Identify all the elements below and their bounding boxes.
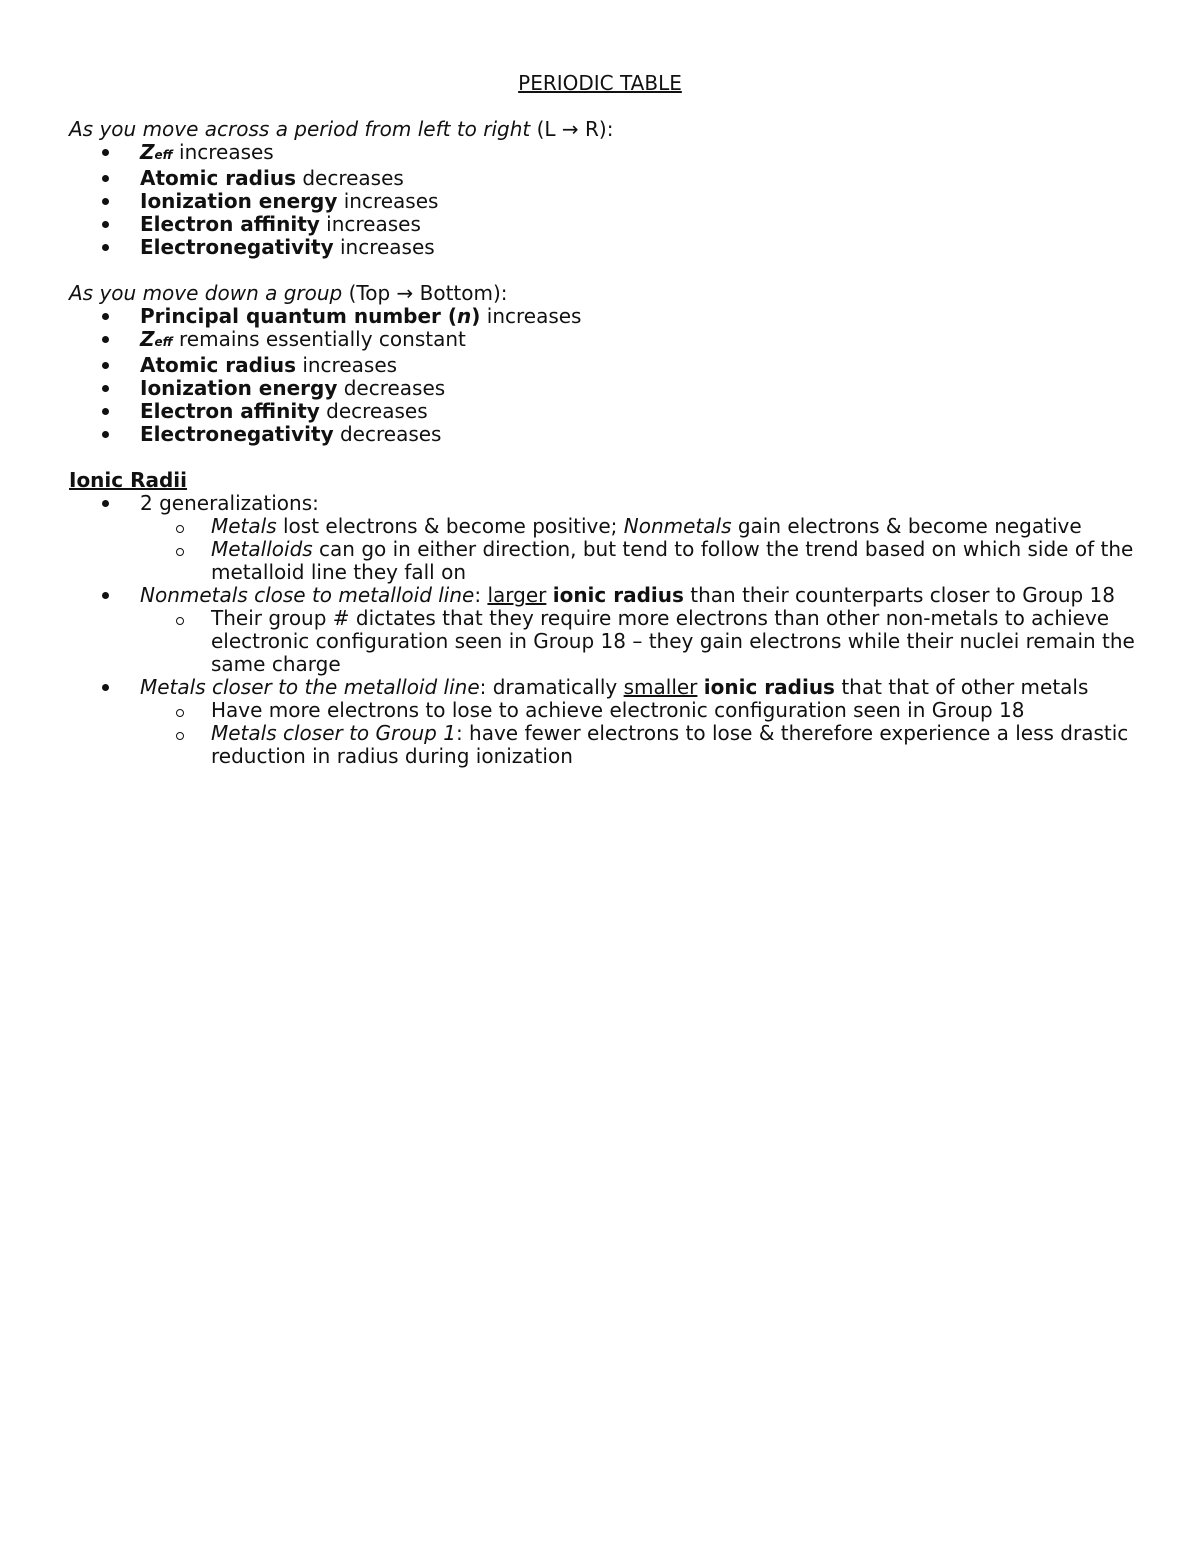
bullet-icon: [102, 149, 109, 156]
sub-list-item: Metalloids can go in either direction, but tend to follow the trend based on which side of the: [69, 538, 1149, 561]
list-item: Principal quantum number (n) increases: [69, 305, 1149, 328]
section3-heading: Ionic Radii: [69, 468, 188, 492]
list-item: Electronegativity increases: [69, 236, 1149, 259]
spacer: [69, 446, 1149, 469]
list-item: Atomic radius increases: [69, 354, 1149, 377]
list-item: Ionization energy increases: [69, 190, 1149, 213]
list-item: Nonmetals close to metalloid line: larger ionic radius than their counterparts closer to Group 18: [69, 584, 1149, 607]
bullet-icon: [102, 592, 109, 599]
bullet-icon: [102, 362, 109, 369]
spacer: [69, 259, 1149, 282]
bullet-icon: [102, 313, 109, 320]
bullet-icon: [102, 175, 109, 182]
circle-bullet-icon: [176, 617, 184, 625]
section1-intro: As you move across a period from left to right (L → R):: [69, 117, 614, 141]
list-item: Metals closer to the metalloid line: dramatically smaller ionic radius that that of other metals: [69, 676, 1149, 699]
bullet-icon: [102, 385, 109, 392]
sub-list-item-continued: metalloid line they fall on: [211, 560, 466, 584]
list-item: Zeff remains essentially constant: [69, 328, 1149, 354]
list-item: Zeff increases: [69, 141, 1149, 167]
circle-bullet-icon: [176, 548, 184, 556]
sub-list-item: Metals lost electrons & become positive; Nonmetals gain electrons & become negative: [69, 515, 1149, 538]
sub-list-item: Their group # dictates that they require more electrons than other non-metals to achieve: [69, 607, 1149, 630]
sub-list-item-continued: electronic configuration seen in Group 18 – they gain electrons while their nuclei remain the: [211, 629, 1135, 653]
bullet-icon: [102, 431, 109, 438]
bullet-icon: [102, 336, 109, 343]
sub-list-item-continued: same charge: [211, 652, 341, 676]
list-item: 2 generalizations:: [69, 492, 1149, 515]
circle-bullet-icon: [176, 525, 184, 533]
sub-list-item: Metals closer to Group 1: have fewer electrons to lose & therefore experience a less drastic: [69, 722, 1149, 745]
bullet-icon: [102, 221, 109, 228]
bullet-icon: [102, 408, 109, 415]
document-title: PERIODIC TABLE: [518, 71, 682, 95]
sub-list-item: Have more electrons to lose to achieve electronic configuration seen in Group 18: [69, 699, 1149, 722]
list-item: Electronegativity decreases: [69, 423, 1149, 446]
bullet-icon: [102, 684, 109, 691]
section2-intro: As you move down a group (Top → Bottom):: [69, 281, 508, 305]
circle-bullet-icon: [176, 709, 184, 717]
bullet-icon: [102, 500, 109, 507]
list-item: Ionization energy decreases: [69, 377, 1149, 400]
list-item: Atomic radius decreases: [69, 167, 1149, 190]
circle-bullet-icon: [176, 732, 184, 740]
list-item: Electron affinity increases: [69, 213, 1149, 236]
sub-list-item-continued: reduction in radius during ionization: [211, 744, 573, 768]
document-body: [69, 118, 1149, 768]
bullet-icon: [102, 198, 109, 205]
list-item: Electron affinity decreases: [69, 400, 1149, 423]
bullet-icon: [102, 244, 109, 251]
